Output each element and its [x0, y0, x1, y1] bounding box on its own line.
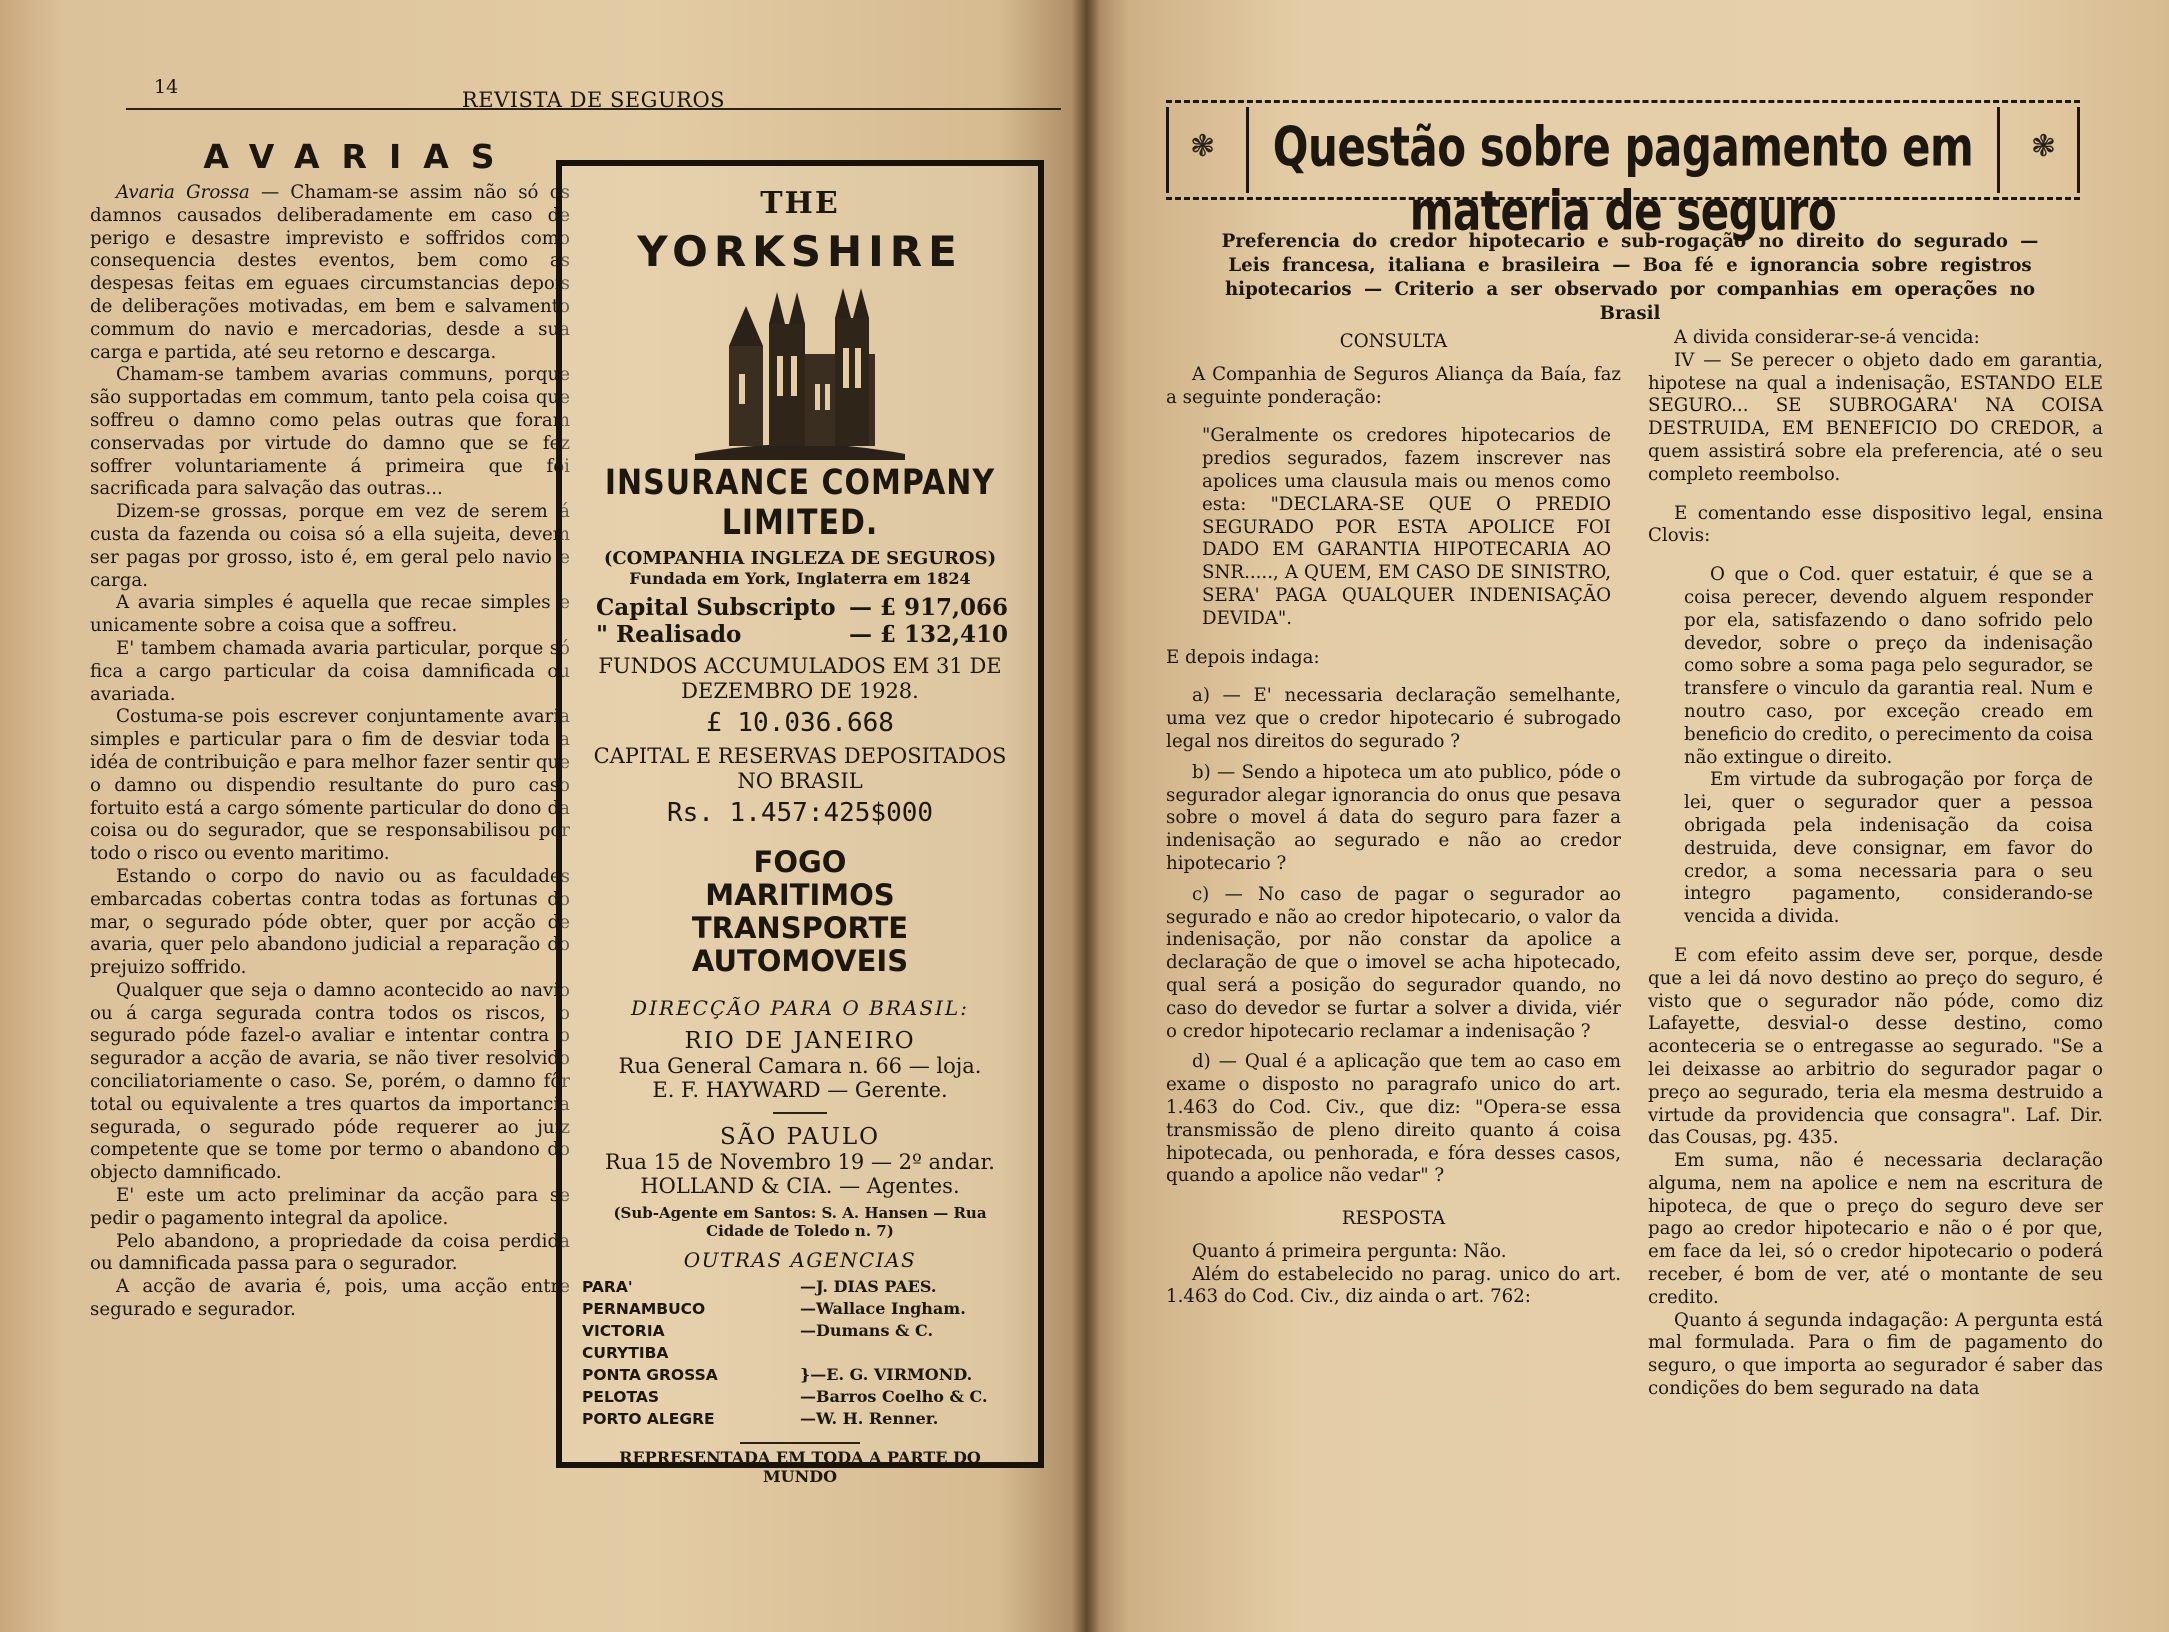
article-paragraph: Costuma-se pois escrever conjuntamente avaria simples e particular para o fim de desviar toda a idéa de contribuição e para melhor fazer sentir que o damno ou dispendio resultante do puro caso fortuito está a cargo sómente particular do dono da coisa ou do segurador, que se responsabilisou por todo o risco ou evento maritimo. — [90, 706, 570, 865]
ad-companhia: (COMPANHIA INGLEZA DE SEGUROS) — [603, 548, 997, 569]
resposta-line: Quanto á primeira pergunta: Não. — [1192, 1240, 1507, 1262]
article-paragraph: Dizem-se grossas, porque em vez de serem á custa da fazenda ou coisa só a ella sujeita, devem ser pagas por grosso, isto é, em geral pelo navio e carga. — [90, 501, 570, 591]
ad-agencies-list: PARA' —J. DIAS PAES. PERNAMBUCO —Wallace Ingham. VICTORIA —Dumans & C. CURYTIBA PONTA GROSSA }—E. G. VIRMOND. PELOTAS —Barros Coelho & C. PORTO ALEGRE —W. H. Renner. — [582, 1277, 988, 1428]
article-paragraph: Pelo abandono, a propriedade da coisa perdida ou damnificada passa para o segurador. — [90, 1230, 570, 1275]
article-subtitle: Preferencia do credor hipotecario e sub-rogação no direito do segurado — Leis francesa, italiana e brasileira — Boa fé e ignorancia sobre registros hipotecarios — Criterio a ser observado por companhias em operações no Brasil — [1221, 231, 2039, 324]
question-a: a) — E' necessaria declaração semelhante, uma vez que o credor hipotecario é subrogado legal nos direitos do segurado ? — [1166, 685, 1621, 752]
flower-ornament-icon: ❃ — [2030, 129, 2056, 164]
ad-capital-reservas: CAPITAL E RESERVAS DEPOSITADOS NO BRASIL — [593, 744, 1007, 793]
article-paragraph: A divida considerar-se-á vencida: — [1674, 327, 1980, 348]
clovis-quote: O que o Cod. quer estatuir, é que se a coisa perecer, devendo alguem responder por ela, satisfazendo o dano sofrido pelo devedor, sobre o preço da indenisação como sobre a soma paga pelo segurador, se transfere o vinculo da garantia real. Num e noutro caso, por exceção creado em beneficio do credito, o perecimento da coisa não extingue o direito. — [1684, 564, 2093, 768]
ad-company-name: YORKSHIRE — [637, 227, 963, 276]
question-c: c) — No caso de pagar o segurador ao segurado e não ao credor hipotecario, o valor da indenisação, por não constar da apolice a declaração de que o imovel se acha hipotecado, qual será a posição do segurador quando, no caso do devedor se furtar a solver a divida, viér o credor hipotecario reclamar a indenisação ? — [1166, 883, 1621, 1042]
article-title: Questão sobre pagamento em materia de seguro — [1272, 115, 1974, 243]
ad-divider — [773, 1112, 827, 1114]
ad-rio: RIO DE JANEIRO — [684, 1028, 916, 1054]
article-paragraph: E com efeito assim deve ser, porque, desde que a lei dá novo destino ao preço do seguro, é visto que o segurador não póde, como diz Lafayette, desvial-o desse destino, como aconteceria se o entregasse ao segurado. "Se a lei deixasse ao arbitrio do segurador pagar o preço ao segurado, teria ela mesma destruido a virtude da providencia que consagra". Laf. Dir. das Cousas, pg. 435. — [1648, 944, 2103, 1149]
ad-reservas-value: Rs. 1.457:425$000 — [666, 798, 934, 828]
article-paragraph: E' este um acto preliminar da acção para se pedir o pagamento integral da apolice. — [90, 1185, 570, 1229]
ad-the: THE — [760, 186, 840, 221]
cathedral-illustration-icon — [685, 284, 915, 464]
flower-ornament-icon: ❃ — [1190, 129, 1216, 164]
ad-representada: REPRESENTADA EM TODA A PARTE DO MUNDO — [582, 1442, 1018, 1486]
ad-direccao: DIRECÇÃO PARA O BRASIL: — [631, 996, 969, 1020]
ad-sp-address: Rua 15 de Novembro 19 — 2º andar. — [605, 1150, 995, 1174]
ad-fundos: FUNDOS ACCUMULADOS EM 31 DE DEZEMBRO DE 1928. — [598, 654, 1002, 703]
indaga-line: E depois indaga: — [1166, 646, 1320, 668]
ad-capital-row: Capital Subscripto — £ 917,066 — [596, 594, 1008, 621]
article-paragraph: Estando o corpo do navio ou as faculdades embarcadas cobertas contra todas as fortunas do mar, o segurado póde obter, quer por acção de avaria, quer pelo abandono judicial a reparação do prejuizo soffrido. — [90, 865, 570, 979]
ad-rio-manager: E. F. HAYWARD — Gerente. — [652, 1078, 948, 1102]
book-gutter — [1072, 0, 1100, 1632]
ad-outras-agencias: OUTRAS AGENCIAS — [683, 1248, 917, 1272]
page-number: 14 — [154, 76, 179, 98]
article-paragraph: IV — Se perecer o objeto dado em garantia, hipotese na qual a indenisação, ESTANDO ELE SEGURO... SE SUBROGARA' NA COISA DESTRUIDA, EM BENEFICIO DO CREDOR, a quem assistirá sobre ela preferencia, até o seu completo reembolso. — [1648, 349, 2103, 485]
question-b: b) — Sendo a hipoteca um ato publico, póde o segurador alegar ignorancia do onus que pesava sobre o movel á data do seguro para fazer a indenisação ao segurado e não ao credor hipotecario ? — [1166, 761, 1621, 874]
article-paragraph: A avaria simples é aquella que recae simples e unicamente sobre a coisa que a soffreu. — [90, 592, 570, 637]
article-paragraph: Chamam-se tambem avarias communs, porque são supportadas em commum, tanto pela coisa que soffreu o damno como pelas outras que foram conservadas por virtude do damno que se fez soffrer voluntariamente á primeira que foi sacrificada para salvação das outras... — [90, 364, 570, 500]
article-paragraph: A acção de avaria é, pois, uma acção entre segurado e segurador. — [90, 1276, 570, 1321]
ad-fundada: Fundada em York, Inglaterra em 1824 — [629, 569, 971, 588]
article-title-banner — [1166, 100, 2080, 243]
avarias-article — [90, 182, 570, 1322]
ad-rio-address: Rua General Camara n. 66 — loja. — [618, 1054, 982, 1078]
section-title: AVARIAS — [203, 137, 517, 176]
consulta-quote: "Geralmente os credores hipotecarios de predios segurados, fazem inscrever nas apolices uma clausula mais ou menos como esta: "DECLARA-SE QUE O PREDIO SEGURADO POR ESTA APOLICE FOI DADO EM GARANTIA HIPOTECARIA AO SNR....., A QUEM, EM CASO DE SINISTRO, SERA' PAGA QUALQUER INDENISAÇÃO DEVIDA". — [1202, 425, 1611, 629]
clovis-quote: Em virtude da subrogação por força de lei, quer o segurador quer a pessoa obrigada pela indenisação da coisa destruida, deve consignar, em favor do credor, a soma necessaria para o seu integro pagamento, considerando-se vencida a divida. — [1684, 769, 2093, 928]
article-paragraph: E' tambem chamada avaria particular, porque só fica a cargo particular da coisa damnificada ou avariada. — [90, 637, 570, 705]
article-column-left — [1166, 327, 1621, 1309]
article-column-right — [1648, 327, 2103, 1401]
running-title: REVISTA DE SEGUROS — [461, 88, 726, 112]
ad-lines-of-business: FOGO MARITIMOS TRANSPORTE AUTOMOVEIS — [691, 845, 909, 978]
ad-realisado-row: " Realisado — £ 132,410 — [596, 621, 1008, 648]
article-paragraph: E comentando esse dispositivo legal, ensina Clovis: — [1648, 502, 2103, 547]
running-header — [126, 64, 1061, 110]
article-paragraph: Qualquer que seja o damno acontecido ao navio ou á carga segurada contra todos os riscos, o segurado póde fazel-o avaliar e intentar contra o segurador a acção de avaria, se não tiver resolvido conciliatoriamente o caso. Se, porém, o damno fôr total ou equivalente a tres quartos da importancia segurada, o segurado póde requerer ao juiz competente que se tome por termo o abandono do objecto damnificado. — [90, 979, 570, 1184]
consulta-intro: A Companhia de Seguros Aliança da Baía, faz a seguinte ponderação: — [1166, 363, 1621, 408]
ad-sub-agent: (Sub-Agente em Santos: S. A. Hansen — Rua Cidade de Toledo n. 7) — [613, 1204, 987, 1240]
yorkshire-advertisement — [556, 160, 1044, 1486]
ad-insurance-company: INSURANCE COMPANY LIMITED. — [604, 462, 996, 544]
article-paragraph: Quanto á segunda indagação: A pergunta está mal formulada. Para o fim de pagamento do seguro, o que importa ao segurador é saber das condições do bem segurado na data — [1648, 1309, 2103, 1400]
article-paragraph: Avaria Grossa — Chamam-se assim não só os damnos causados deliberadamente em caso de perigo e desastre imprevisto e soffridos como consequencia destes eventos, bem como as despesas feitas em eguaes circumstancias depois de deliberações motivadas, em bem e salvamento commum do navio e mercadorias, desde a sua carga e partida, até seu retorno e descarga. — [90, 182, 570, 363]
question-d: d) — Qual é a aplicação que tem ao caso em exame o disposto no paragrafo unico do art. 1.463 do Cod. Civ., que diz: "Opera-se essa transmissão de pleno direito quanto á coisa hipotecada, ou penhorada, e fóra desses casos, quando a apolice não vedar" ? — [1166, 1051, 1621, 1187]
article-paragraph: Em suma, não é necessaria declaração alguma, nem na apolice e nem na escritura de hipoteca, de que o preço do seguro deve ser pago ao credor hipotecario e não o é por que, em face da lei, só o credor hipotecario o poderá receber, é bom de ver, até o montante de seu credito. — [1648, 1150, 2103, 1308]
ad-sao-paulo: SÃO PAULO — [719, 1124, 881, 1150]
ad-sp-agents: HOLLAND & CIA. — Agentes. — [640, 1174, 960, 1198]
resposta-heading: RESPOSTA — [1341, 1208, 1446, 1230]
consulta-heading: CONSULTA — [1339, 331, 1448, 352]
ad-fundos-value: £ 10.036.668 — [706, 708, 894, 738]
resposta-line: Além do estabelecido no parag. unico do art. 1.463 do Cod. Civ., diz ainda o art. 762: — [1166, 1263, 1621, 1308]
